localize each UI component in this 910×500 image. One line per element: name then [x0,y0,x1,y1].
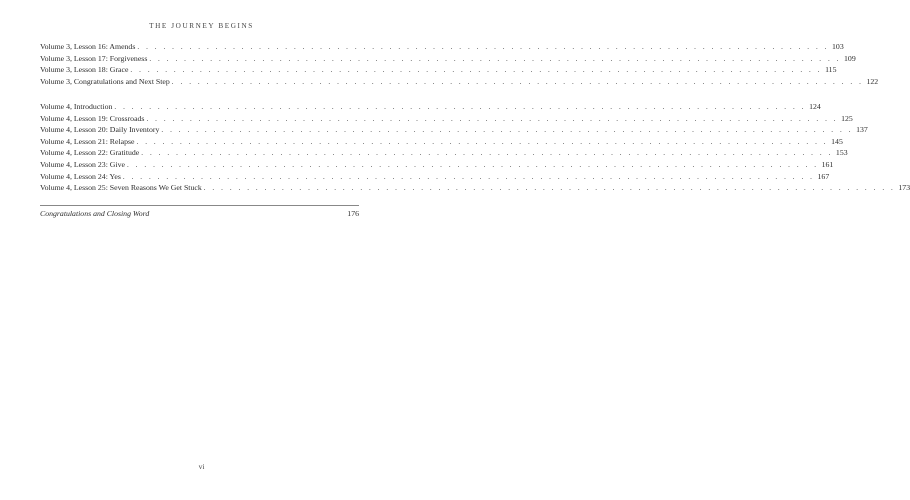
toc-entry-title: Volume 3, Lesson 18: Grace [40,65,129,75]
toc-entry-page: 161 [821,159,834,169]
toc-entry[interactable] [40,182,910,194]
dot-leader: . . . . . . . . . . . . . . . . . . . . . . . . . . . . . . . . . . . . . . . . . . . . . . . . . . . . . . . . . . . . . . . . . . . . . . . . . . . . . . . . [141,149,833,158]
toc-entry-page: 109 [844,53,856,63]
toc-entry-title: Volume 3, Congratulations and Next Step [40,76,170,86]
toc-entry-title: Volume 4, Lesson 24: Yes [40,171,121,181]
running-head: THE JOURNEY BEGINS [149,22,254,30]
dot-leader: . . . . . . . . . . . . . . . . . . . . . . . . . . . . . . . . . . . . . . . . . . . . . . . . . . . . . . . . . . . . . . . . . . . . . . . . . . . . . . . . [130,66,823,75]
toc-entry[interactable] [40,41,844,53]
toc-entry-page: 115 [825,65,837,75]
toc-entry-page: 137 [856,125,868,135]
toc-entry-title: Volume 4, Introduction [40,102,113,111]
toc-group-volume-4 [40,101,910,194]
toc-entry[interactable] [40,101,821,113]
toc-entry-page: 167 [817,171,830,181]
toc-entry-title: Volume 4, Lesson 21: Relapse [40,136,135,146]
toc-entry[interactable] [40,113,853,125]
dot-leader: . . . . . . . . . . . . . . . . . . . . . . . . . . . . . . . . . . . . . . . . . . . . . . . . . . . . . . . . . . . . . . . . . . . . . . . . . . . . . . . . [171,77,864,86]
toc-entry-title: Volume 4, Lesson 25: Seven Reasons We Get Stuck [40,183,202,193]
toc-entry-page: 125 [841,113,853,123]
toc-entry-page: 176 [347,209,359,218]
toc-entry[interactable] [40,159,834,171]
toc-entry-title: Volume 4, Lesson 19: Crossroads [40,113,145,123]
toc-entry-page: 103 [832,42,844,51]
toc-entry[interactable] [40,171,830,183]
toc-entry-page: 173 [898,183,910,193]
toc-entry[interactable] [40,64,837,76]
toc-entry-title: Volume 4, Lesson 23: Give [40,159,125,169]
dot-leader: . . . . . . . . . . . . . . . . . . . . . . . . . . . . . . . . . . . . . . . . . . . . . . . . . . . . . . . . . . . . . . . . . . . . . . . . . . . . . . . . [136,137,829,146]
dot-leader: . . . . . . . . . . . . . . . . . . . . . . . . . . . . . . . . . . . . . . . . . . . . . . . . . . . . . . . . . . . . . . . . . . . . . . . . . . . . . . . . [146,114,839,123]
closing-divider [40,205,359,206]
toc-entry[interactable] [40,136,843,148]
toc-entry[interactable] [40,147,848,159]
dot-leader: . . . . . . . . . . . . . . . . . . . . . . . . . . . . . . . . . . . . . . . . . . . . . . . . . . . . . . . . . . . . . . . . . . . . . . . . . . . . . . . . [203,184,896,193]
toc-entry[interactable] [40,76,879,88]
dot-leader: . . . . . . . . . . . . . . . . . . . . . . . . . . . . . . . . . . . . . . . . . . . . . . . . . . . . . . . . . . . . . . . . . . . . . . . . . . . . . . . . [122,172,815,181]
toc-group-volume-3 [40,41,879,87]
dot-leader: . . . . . . . . . . . . . . . . . . . . . . . . . . . . . . . . . . . . . . . . . . . . . . . . . . . . . . . . . . . . . . . . . . . . . . . . . . . . . . . . [149,54,842,63]
toc-entry[interactable] [40,53,856,65]
toc-entry-page: 124 [809,102,821,111]
dot-leader: . . . . . . . . . . . . . . . . . . . . . . . . . . . . . . . . . . . . . . . . . . . . . . . . . . . . . . . . . . . . . . . . . . . . . . . . . . . . . . . . [161,126,854,135]
page-number: vi [198,462,205,471]
toc-entry-title: Volume 4, Lesson 22: Gratitude [40,148,140,158]
toc-entry-page: 153 [835,148,848,158]
toc-entry-page: 145 [831,136,843,146]
dot-leader: . . . . . . . . . . . . . . . . . . . . . . . . . . . . . . . . . . . . . . . . . . . . . . . . . . . . . . . . . . . . . . . . . . . . . . . . . . . . . . . . [114,103,807,111]
toc-entry-title: Volume 4, Lesson 20: Daily Inventory [40,125,160,135]
dot-leader: . . . . . . . . . . . . . . . . . . . . . . . . . . . . . . . . . . . . . . . . . . . . . . . . . . . . . . . . . . . . . . . . . . . . . . . . . . . . . . . . [126,160,819,169]
toc-entry[interactable] [40,124,868,136]
toc-entry-title: Volume 3, Lesson 16: Amends [40,42,136,51]
toc-entry-title: Volume 3, Lesson 17: Forgiveness [40,53,148,63]
toc-entry-closing[interactable] [40,208,359,220]
toc-entry-title: Congratulations and Closing Word [40,209,150,218]
toc-entry-page: 122 [866,76,879,86]
dot-leader: . . . . . . . . . . . . . . . . . . . . . . . . . . . . . . . . . . . . . . . . . . . . . . . . . . . . . . . . . . . . . . . . . . . . . . . . . . . . . . . . [137,43,830,51]
